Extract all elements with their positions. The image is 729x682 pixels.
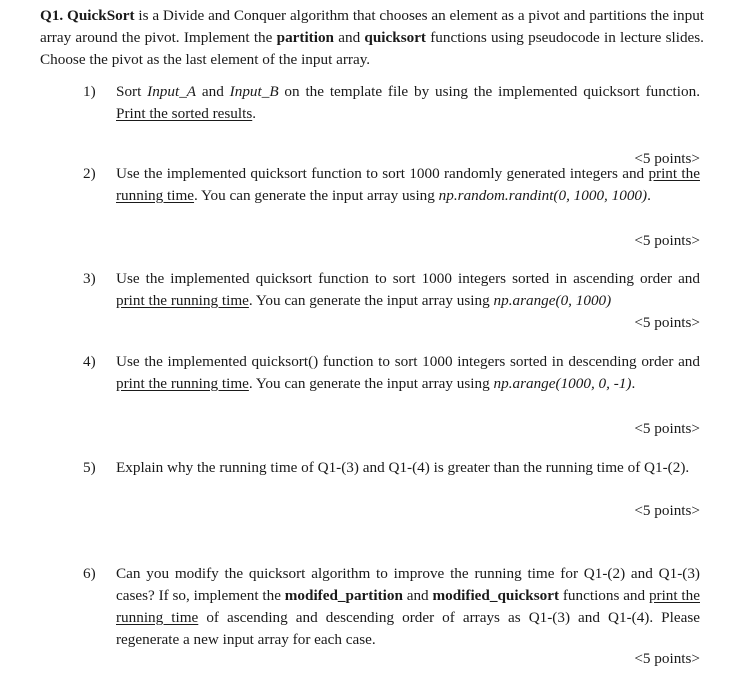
intro-text-3: functions using pseudocode in lecture slides. Choose the pivot as the last element of the input array. [40, 29, 704, 68]
points-label-1: <5 points> [634, 150, 700, 167]
intro-text-1: is a Divide and Conquer algorithm that chooses an element as a pivot and partitions the input array around the pivot. Implement the [40, 7, 705, 46]
points-label-2: <5 points> [634, 232, 700, 249]
item-text-part: . [631, 375, 636, 392]
item-text-part: Sort [116, 83, 148, 100]
question-topic: QuickSort [67, 7, 135, 24]
item-text: Explain why the running time of Q1-(3) and Q1-(4) is greater than the running time of Q1-(2). [116, 459, 690, 476]
item-number: 3) [83, 270, 96, 287]
item-text-part: Use the implemented quicksort() function to sort 1000 integers sorted in descending order and [116, 353, 700, 370]
sub-question-1 [83, 81, 700, 125]
input-a-ref: Input_A [147, 83, 197, 100]
underlined-instruction: print the running time [116, 165, 700, 204]
sub-question-6 [83, 563, 700, 651]
intro-text-2: and [334, 29, 365, 46]
keyword-modified-quicksort: modified_quicksort [432, 587, 560, 604]
item-number: 4) [83, 353, 96, 370]
item-text-part: and [402, 587, 433, 604]
item-number: 2) [83, 165, 96, 182]
keyword-quicksort: quicksort [364, 29, 426, 46]
item-text-part: functions and [559, 587, 649, 604]
item-text [116, 351, 700, 395]
question-intro [40, 5, 704, 71]
item-number: 1) [83, 83, 96, 100]
item-text-part: Can you modify the quicksort algorithm to improve the running time for Q1-(2) and Q1-(3) cases? If so, implement the [116, 565, 700, 604]
points-label-5: <5 points> [634, 502, 700, 519]
item-text [116, 81, 700, 125]
item-text-part: . [252, 105, 257, 122]
code-expression: np.arange(1000, 0, -1) [493, 375, 632, 392]
item-text-part: . You can generate the input array using [248, 292, 494, 309]
code-expression: np.arange(0, 1000) [493, 292, 612, 309]
sub-question-2 [83, 163, 700, 207]
sub-question-3 [83, 268, 700, 312]
item-text-part: Use the implemented quicksort function to sort 1000 randomly generated integers and [116, 165, 649, 182]
item-text-part: and [196, 83, 230, 100]
sub-question-4 [83, 351, 700, 395]
points-label-3: <5 points> [634, 314, 700, 331]
item-text [116, 268, 700, 312]
item-text [116, 163, 700, 207]
keyword-modified-partition: modifed_partition [284, 587, 403, 604]
keyword-partition: partition [276, 29, 335, 46]
underlined-instruction: Print the sorted results [116, 105, 253, 122]
item-text-part: of ascending and descending order of arrays as Q1-(3) and Q1-(4). Please regenerate a new input array for each case. [116, 609, 700, 648]
item-text-part: Use the implemented quicksort function to sort 1000 integers sorted in ascending order and [116, 270, 700, 287]
underlined-instruction: print the running time [116, 375, 249, 392]
item-text [116, 563, 700, 651]
item-text-part: . You can generate the input array using [248, 375, 494, 392]
underlined-instruction: print the running time [116, 587, 700, 626]
item-text-part: . [647, 187, 651, 204]
item-number: 5) [83, 459, 96, 476]
underlined-instruction: print the running time [116, 292, 249, 309]
question-label: Q1. [40, 7, 64, 24]
item-text-part: . You can generate the input array using [194, 187, 439, 204]
item-number: 6) [83, 565, 96, 582]
points-label-6: <5 points> [634, 650, 700, 667]
item-text-part: on the template file by using the implemented quicksort function. [278, 83, 700, 100]
input-b-ref: Input_B [229, 83, 279, 100]
points-label-4: <5 points> [634, 420, 700, 437]
sub-question-5 [83, 457, 700, 479]
code-expression: np.random.randint(0, 1000, 1000) [438, 187, 648, 204]
